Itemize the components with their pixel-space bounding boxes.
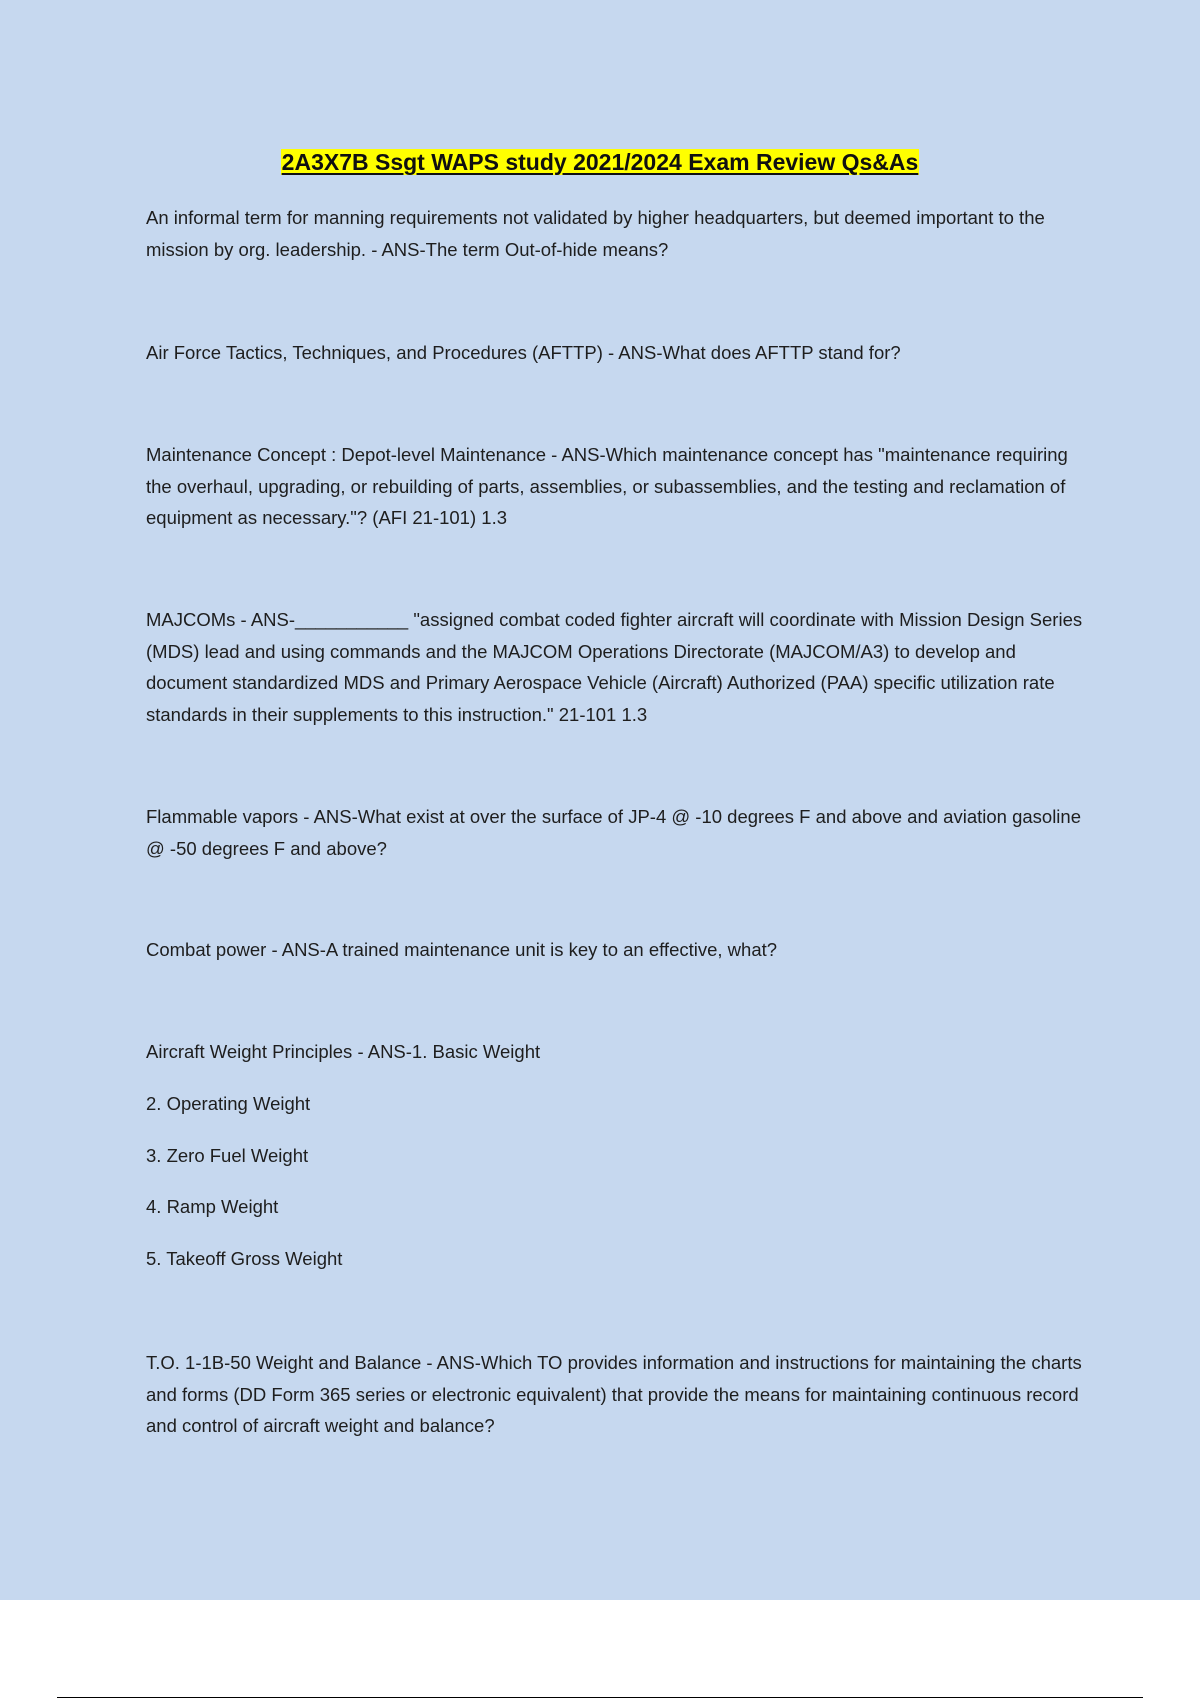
qa-entry-majcoms: MAJCOMs - ANS-___________ "assigned combat coded fighter aircraft will coordinate with Mission Design Series (MDS) lead and using commands and the MAJCOM Operations Directorate (MAJCOM/A3) to develop and document standardized MDS and Primary Aerospace Vehicle (Aircraft) Authorized (PAA) specific utilization rate standards in their supplements to this instruction." 21-101 1.3 [146,609,1083,725]
list-item-zero-fuel-weight: 3. Zero Fuel Weight [146,1145,309,1166]
qa-entry-flammable-vapors: Flammable vapors - ANS-What exist at over the surface of JP-4 @ -10 degrees F and above and aviation gasoline @ -50 degrees F and above? [146,806,1081,859]
qa-entry-aircraft-weight: Aircraft Weight Principles - ANS-1. Basic Weight [146,1041,541,1062]
qa-entry-combat-power: Combat power - ANS-A trained maintenance unit is key to an effective, what? [146,939,778,960]
qa-entry-weight-and-balance: T.O. 1-1B-50 Weight and Balance - ANS-Which TO provides information and instructions for maintaining the charts and forms (DD Form 365 series or electronic equivalent) that provide the means for maintaining continuous record and control of aircraft weight and balance? [146,1352,1082,1436]
document-title-text: 2A3X7B Ssgt WAPS study 2021/2024 Exam Review Qs&As [281,149,919,175]
qa-entry-depot-maintenance: Maintenance Concept : Depot-level Maintenance - ANS-Which maintenance concept has "maintenance requiring the overhaul, upgrading, or rebuilding of parts, assemblies, or subassemblies, and the testing and reclamation of equipment as necessary."? (AFI 21-101) 1.3 [146,444,1068,528]
footer-divider [57,1697,1143,1698]
list-item-takeoff-gross-weight: 5. Takeoff Gross Weight [146,1248,343,1269]
list-item-ramp-weight: 4. Ramp Weight [146,1196,279,1217]
qa-entry-afttp: Air Force Tactics, Techniques, and Procedures (AFTTP) - ANS-What does AFTTP stand for? [146,342,901,363]
qa-entry-out-of-hide: An informal term for manning requirements not validated by higher headquarters, but deemed important to the mission by org. leadership. - ANS-The term Out-of-hide means? [146,207,1045,260]
list-item-operating-weight: 2. Operating Weight [146,1093,311,1114]
document-title [0,147,1200,177]
